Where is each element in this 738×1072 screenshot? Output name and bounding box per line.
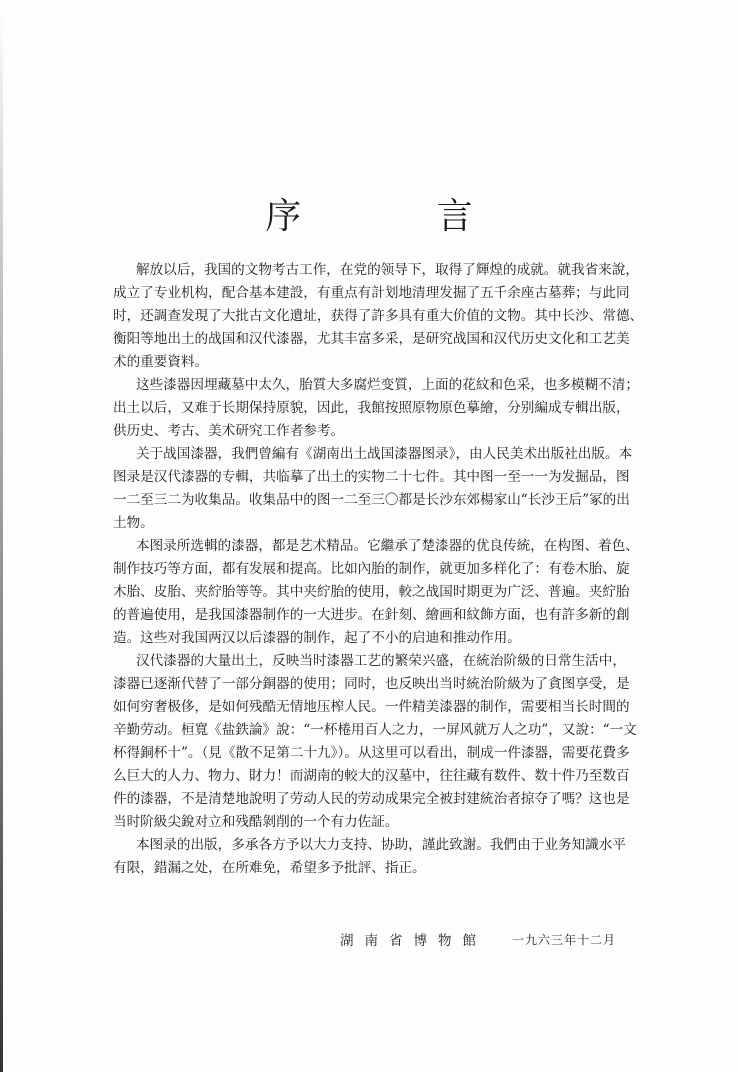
scan-edge xyxy=(0,0,3,1072)
text-line: 辛勤劳动。桓寬《盐鉄論》說：“一杯棬用百人之力，一屏风就万人之功”，又說：“一文 xyxy=(113,722,637,738)
text-line: 本图录所选輯的漆器，都是艺术精品。它繼承了楚漆器的优良传統，在构图、着色、 xyxy=(136,538,639,554)
text-line: 杯得銅杯十”。（見《散不足第二十九》）。从这里可以看出，制成一件漆器，需要花費多 xyxy=(113,745,630,761)
text-line: 关于战国漆器，我們曾編有《湖南出土战国漆器图录》，由人民美术出版社出版。本 xyxy=(136,446,633,462)
text-line: 么巨大的人力、物力、財力！而湖南的較大的汉墓中，往往藏有数件、数十件乃至数百 xyxy=(113,768,630,784)
text-line: 供历史、考古、美术研究工作者参考。 xyxy=(113,423,345,439)
text-line: 成立了专业机构，配合基本建設，有重点有計划地清理发掘了五千余座古墓葬；与此同 xyxy=(113,285,630,301)
text-line: 一二至三二为收集品。收集品中的图一二至三〇都是长沙东郊楊家山“长沙王后”冢的出 xyxy=(113,492,630,508)
text-line: 时，还調查发現了大批古文化遺址，获得了許多具有重大价值的文物。其中长沙、常德、 xyxy=(113,308,644,324)
text-line: 本图录的出版，多承各方予以大力支持、协助，謹此致謝。我們由于业务知識水平 xyxy=(136,837,626,853)
text-line: 出土以后，又难于长期保持原貌，因此，我館按照原物原色摹繪，分别編成专輯出版， xyxy=(113,400,630,416)
paragraph xyxy=(113,650,637,834)
text-line: 当时阶級尖銳对立和残酷剝削的一个有力佐証。 xyxy=(113,814,399,830)
preface-body xyxy=(113,259,644,880)
paragraph xyxy=(113,535,639,650)
text-line: 件的漆器，不是清楚地說明了劳动人民的劳动成果完全被封建統治者掠夺了嗎？这也是 xyxy=(113,791,630,807)
text-line: 汉代漆器的大量出土，反映当时漆器工艺的繁荣兴盛，在統治阶級的日常生活中， xyxy=(136,653,626,669)
text-line: 术的重要資料。 xyxy=(113,354,209,370)
paragraph xyxy=(113,259,644,374)
page-title: 序 言 xyxy=(265,196,535,238)
text-line: 这些漆器因埋藏墓中太久，胎質大多腐烂变質，上面的花紋和色采，也多模糊不清； xyxy=(136,377,639,393)
signature: 湖南省博物館 xyxy=(340,933,487,949)
text-line: 土物。 xyxy=(113,515,154,531)
text-line: 如何穷奢极侈，是如何残酷无情地压榨人民。一件精美漆器的制作，需要相当长时間的 xyxy=(113,699,630,715)
text-line: 图录是汉代漆器的专輯，共临摹了出土的实物二十七件。其中图一至一一为发掘品，图 xyxy=(113,469,630,485)
text-line: 有限，錯漏之处，在所难免，希望多予批評、指正。 xyxy=(113,860,426,876)
text-line: 的普遍使用，是我国漆器制作的一大进步。在針刻、繪画和紋飾方面，也有許多新的創 xyxy=(113,607,630,623)
text-line: 漆器已逐渐代替了一部分銅器的使用；同时，也反映出当时統治阶級为了貪图享受，是 xyxy=(113,676,630,692)
text-line: 衡阳等地出土的战国和汉代漆器，尤其丰富多采，是研究战国和汉代历史文化和工艺美 xyxy=(113,331,630,347)
paragraph xyxy=(113,374,639,443)
paragraph xyxy=(113,443,633,535)
text-line: 解放以后，我国的文物考古工作，在党的领导下，取得了輝煌的成就。就我省来說， xyxy=(136,262,639,278)
text-line: 造。这些对我国两汉以后漆器的制作，起了不小的启迪和推动作用。 xyxy=(113,630,521,646)
text-line: 制作技巧等方面，都有发展和提高。比如內胎的制作，就更加多样化了：有卷木胎、旋 xyxy=(113,561,630,577)
date: 一九六三年十二月 xyxy=(512,933,617,947)
paragraph xyxy=(113,834,626,880)
text-line: 木胎、皮胎、夹紵胎等等。其中夹紵胎的使用，較之战国时期更为广泛、普遍。夹紵胎 xyxy=(113,584,630,600)
